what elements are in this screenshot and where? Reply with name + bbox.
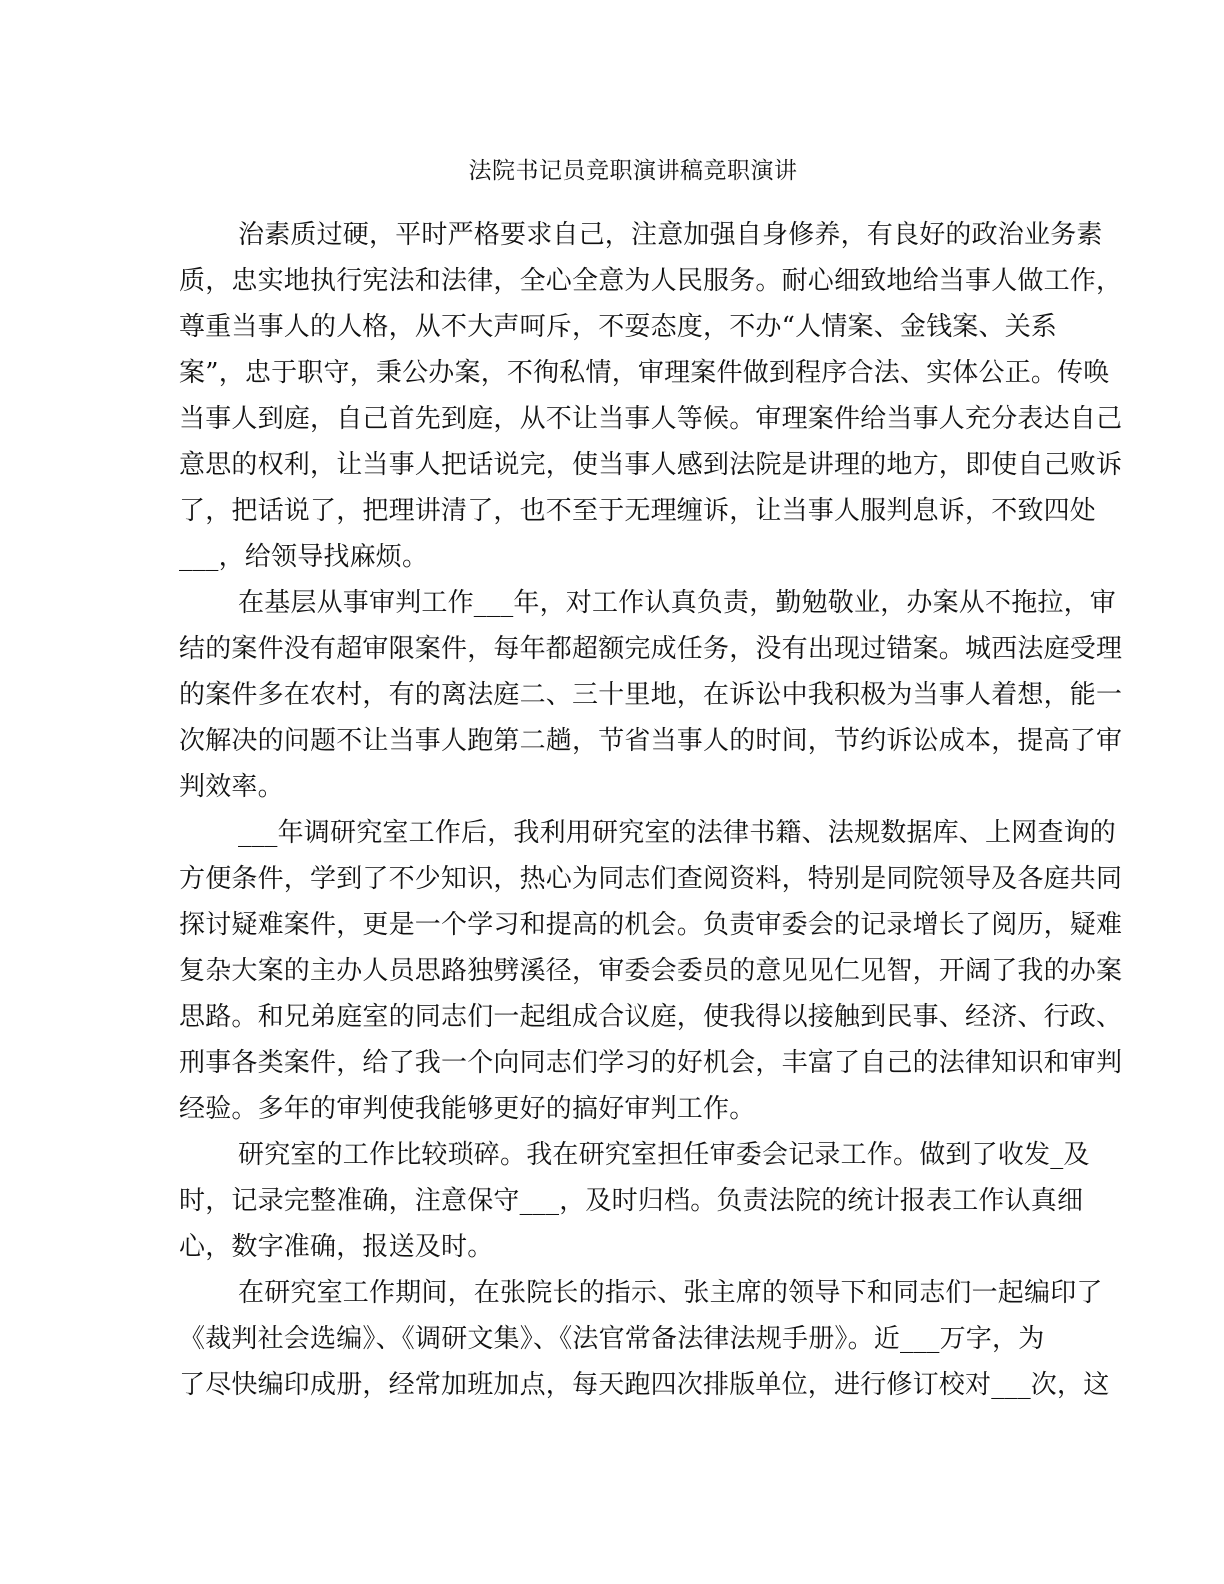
body-line: 心，数字准确，报送及时。 [179,1232,494,1262]
body-line: 在研究室工作期间，在张院长的指示、张主席的领导下和同志们一起编印了 [238,1278,1103,1308]
body-line: 意思的权利，让当事人把话说完，使当事人感到法院是讲理的地方，即使自己败诉 [179,450,1123,480]
body-line: 探讨疑难案件，更是一个学习和提高的机会。负责审委会的记录增长了阅历，疑难 [179,910,1123,940]
body-line: 次解决的问题不让当事人跑第二趟，节省当事人的时间，节约诉讼成本，提高了审 [179,726,1123,756]
body-line: ___，给领导找麻烦。 [179,542,429,572]
body-line: 质，忠实地执行宪法和法律，全心全意为人民服务。耐心细致地给当事人做工作， [179,266,1123,296]
body-line: 时，记录完整准确，注意保守___，及时归档。负责法院的统计报表工作认真细 [179,1186,1084,1216]
body-line: 了，把话说了，把理讲清了，也不至于无理缠诉，让当事人服判息诉，不致四处 [179,496,1097,526]
body-line: 的案件多在农村，有的离法庭二、三十里地，在诉讼中我积极为当事人着想，能一 [179,680,1123,710]
body-line: 结的案件没有超审限案件，每年都超额完成任务，没有出现过错案。城西法庭受理 [179,634,1123,664]
body-line: 当事人到庭，自己首先到庭，从不让当事人等候。审理案件给当事人充分表达自己 [179,404,1123,434]
body-line: 研究室的工作比较琐碎。我在研究室担任审委会记录工作。做到了收发_及 [238,1140,1090,1170]
body-line: 案”，忠于职守，秉公办案，不徇私情，审理案件做到程序合法、实体公正。传唤 [179,358,1110,388]
body-line: 方便条件，学到了不少知识，热心为同志们查阅资料，特别是同院领导及各庭共同 [179,864,1123,894]
body-line: 判效率。 [179,772,284,802]
body-line: 刑事各类案件，给了我一个向同志们学习的好机会，丰富了自己的法律知识和审判 [179,1048,1123,1078]
body-line: 了尽快编印成册，经常加班加点，每天跑四次排版单位，进行修订校对___次，这 [179,1370,1110,1400]
body-line: 治素质过硬，平时严格要求自己，注意加强自身修养，有良好的政治业务素 [238,220,1103,250]
body-line: 经验。多年的审判使我能够更好的搞好审判工作。 [179,1094,756,1124]
body-line: ___年调研究室工作后，我利用研究室的法律书籍、法规数据库、上网查询的 [238,818,1117,848]
body-line: 思路。和兄弟庭室的同志们一起组成合议庭，使我得以接触到民事、经济、行政、 [179,1002,1123,1032]
body-line: 尊重当事人的人格，从不大声呵斥，不耍态度，不办“人情案、金钱案、关系 [179,312,1058,342]
document-title: 法院书记员竞职演讲稿竞职演讲 [468,158,798,184]
body-line: 《裁判社会选编》、《调研文集》、《法官常备法律法规手册》。近___万字，为 [179,1324,1045,1354]
body-line: 在基层从事审判工作___年，对工作认真负责，勤勉敬业，办案从不拖拉，审 [238,588,1117,618]
body-line: 复杂大案的主办人员思路独劈溪径，审委会委员的意见见仁见智，开阔了我的办案 [179,956,1123,986]
